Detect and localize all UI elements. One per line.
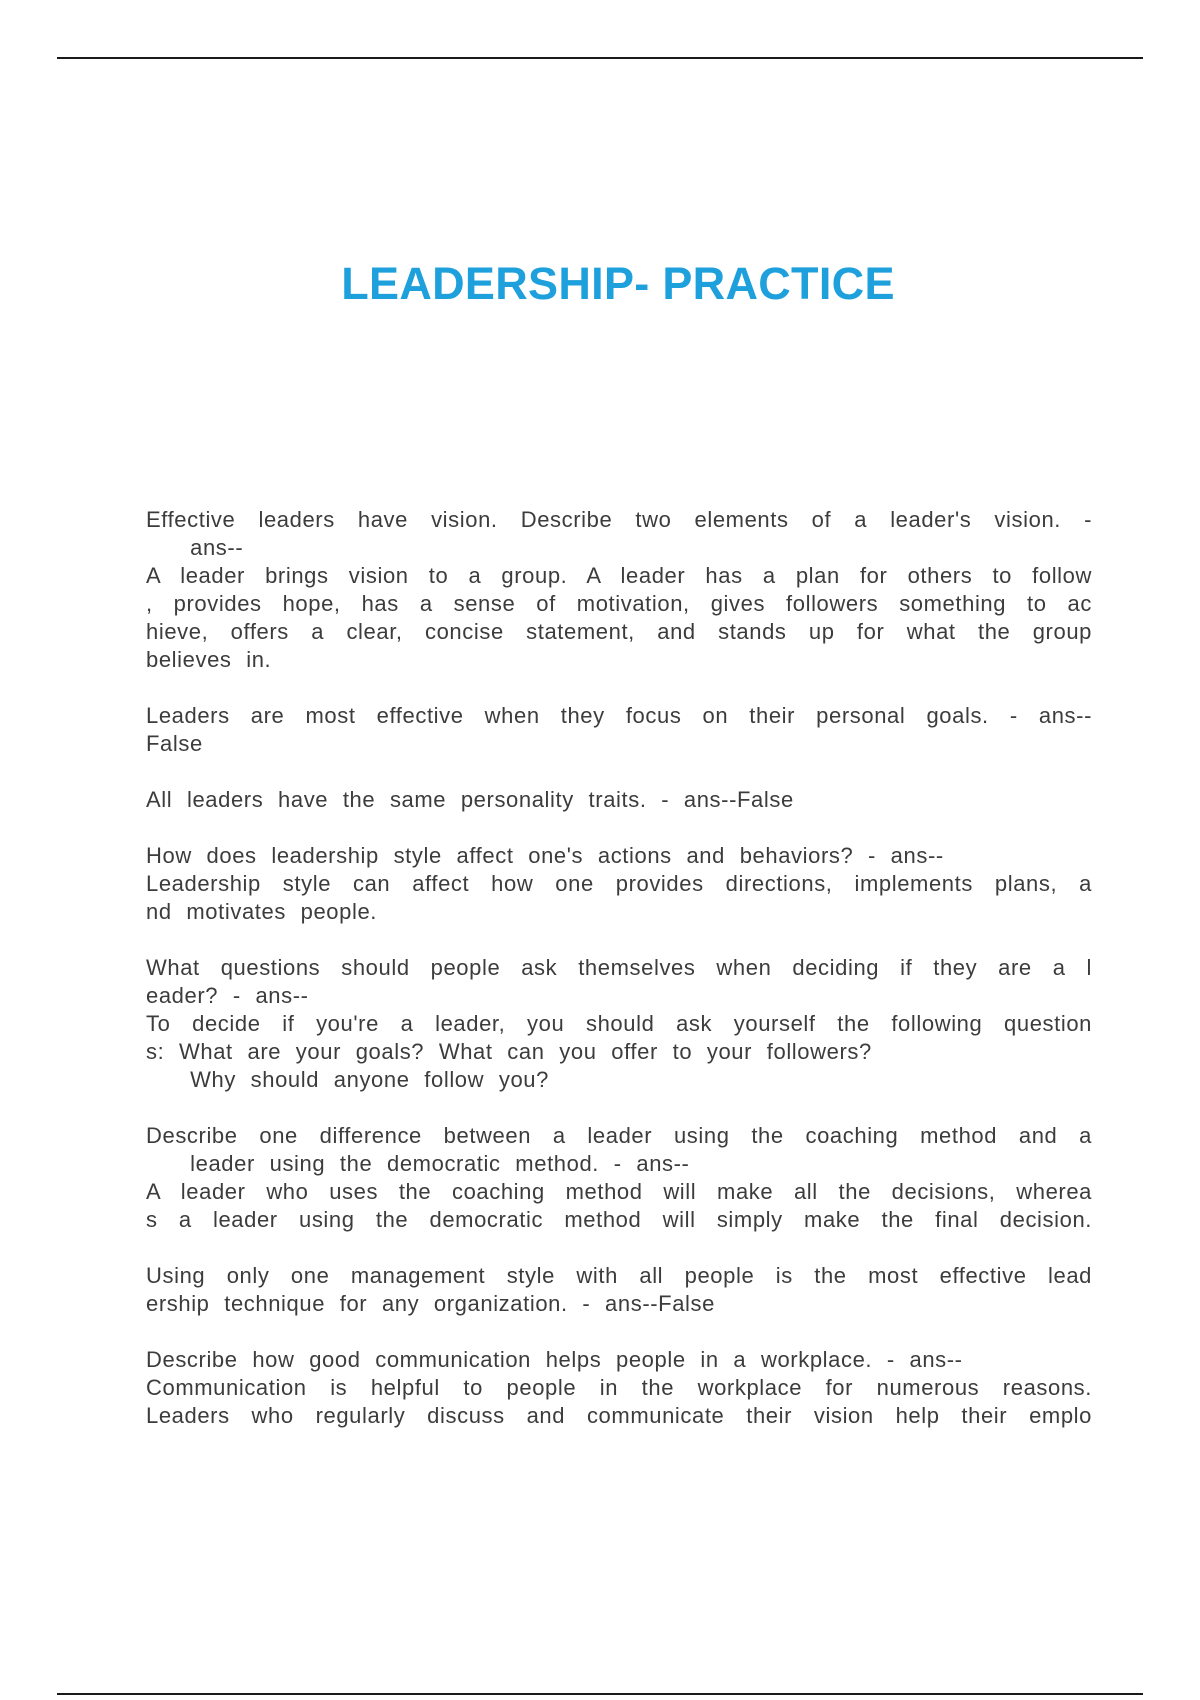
qa-block (146, 506, 1092, 674)
qa-line: False (146, 731, 203, 756)
qa-line: Describe one difference between a leader using the coaching method and a (146, 1123, 1092, 1148)
qa-block (146, 1262, 1092, 1318)
qa-line: ership technique for any organization. - ans--False (146, 1291, 715, 1316)
qa-line: Leadership style can affect how one provides directions, implements plans, a (146, 871, 1092, 896)
qa-line: Using only one management style with all people is the most effective lead (146, 1263, 1092, 1288)
qa-line: s: What are your goals? What can you offer to your followers? (146, 1039, 872, 1064)
qa-line: Leaders are most effective when they focus on their personal goals. - ans-- (146, 703, 1092, 728)
qa-line: All leaders have the same personality traits. - ans--False (146, 787, 794, 812)
qa-line: A leader who uses the coaching method will make all the decisions, wherea (146, 1179, 1092, 1204)
qa-line: , provides hope, has a sense of motivation, gives followers something to ac (146, 591, 1092, 616)
document-title: LEADERSHIP- PRACTICE (341, 258, 895, 309)
qa-block (146, 954, 1092, 1094)
qa-line: Describe how good communication helps people in a workplace. - ans-- (146, 1347, 963, 1372)
qa-line: nd motivates people. (146, 899, 378, 924)
qa-block (146, 702, 1092, 758)
qa-line: A leader brings vision to a group. A leader has a plan for others to follow (146, 563, 1092, 588)
qa-line: Leaders who regularly discuss and communicate their vision help their emplo (146, 1403, 1092, 1428)
qa-line: Effective leaders have vision. Describe two elements of a leader's vision. - (146, 507, 1092, 532)
qa-line: Communication is helpful to people in the workplace for numerous reasons. (146, 1375, 1092, 1400)
qa-line: s a leader using the democratic method will simply make the final decision. (146, 1207, 1092, 1232)
qa-line: eader? - ans-- (146, 983, 309, 1008)
qa-block (146, 1122, 1092, 1234)
qa-line: ans-- (146, 535, 244, 560)
qa-line: To decide if you're a leader, you should ask yourself the following question (146, 1011, 1092, 1036)
qa-block (146, 1346, 1092, 1430)
qa-block (146, 786, 1092, 814)
qa-line: How does leadership style affect one's actions and behaviors? - ans-- (146, 843, 944, 868)
document-body (146, 506, 1092, 1458)
qa-line: Why should anyone follow you? (146, 1067, 549, 1092)
qa-line: leader using the democratic method. - ans-- (146, 1151, 690, 1176)
qa-line: What questions should people ask themselves when deciding if they are a l (146, 955, 1092, 980)
qa-block (146, 842, 1092, 926)
bottom-rule (57, 1693, 1143, 1695)
qa-line: hieve, offers a clear, concise statement, and stands up for what the group (146, 619, 1092, 644)
top-rule (57, 57, 1143, 59)
qa-line: believes in. (146, 647, 272, 672)
